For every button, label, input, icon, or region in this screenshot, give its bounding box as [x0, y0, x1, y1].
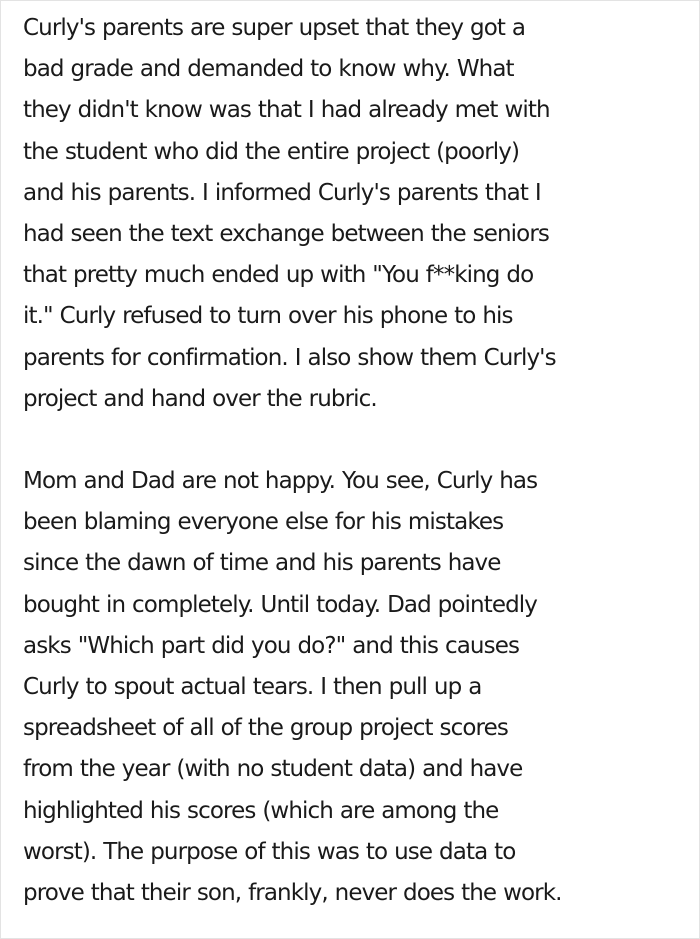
- text-line: the student who did the entire project (poorly): [23, 138, 520, 165]
- text-line: bad grade and demanded to know why. What: [23, 56, 514, 83]
- text-line: parents for confirmation. I also show them Curly's: [23, 344, 556, 371]
- text-line: been blaming everyone else for his mistakes: [23, 509, 504, 536]
- text-line: highlighted his scores (which are among the: [23, 797, 499, 824]
- paragraph-1: [23, 8, 679, 420]
- text-line: Curly's parents are super upset that they got a: [23, 15, 526, 41]
- text-line: from the year (with no student data) and have: [23, 756, 523, 783]
- text-line: it." Curly refused to turn over his phone to his: [23, 303, 513, 330]
- text-line: worst). The purpose of this was to use data to: [23, 838, 516, 865]
- text-line: project and hand over the rubric.: [23, 385, 377, 412]
- text-line: bought in completely. Until today. Dad pointedly: [23, 591, 537, 618]
- text-line: and his parents. I informed Curly's parents that I: [23, 179, 541, 206]
- paragraph-2: [23, 461, 679, 914]
- text-line: Curly to spout actual tears. I then pull up a: [23, 674, 482, 701]
- text-line: Mom and Dad are not happy. You see, Curly has: [23, 468, 538, 495]
- text-line: since the dawn of time and his parents have: [23, 550, 501, 577]
- text-line: that pretty much ended up with "You f**king do: [23, 262, 534, 289]
- text-line: prove that their son, frankly, never does the work.: [23, 880, 562, 907]
- text-line: asks "Which part did you do?" and this causes: [23, 632, 520, 659]
- text-line: spreadsheet of all of the group project scores: [23, 715, 508, 742]
- text-line: they didn't know was that I had already met with: [23, 97, 550, 124]
- text-line: had seen the text exchange between the seniors: [23, 221, 549, 248]
